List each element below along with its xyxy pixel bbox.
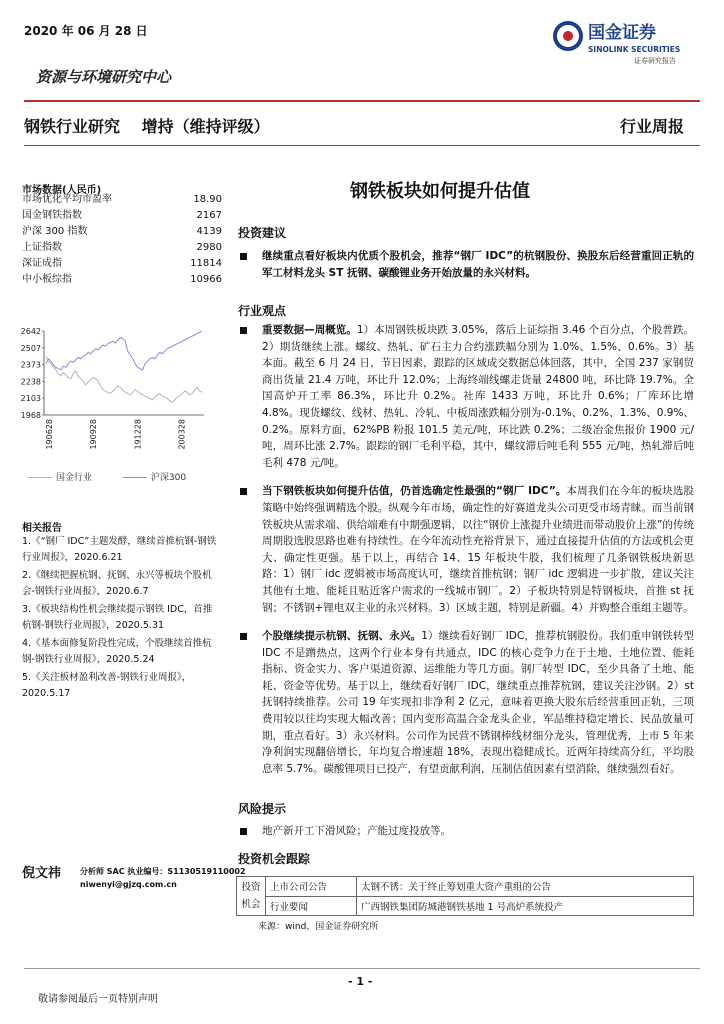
bullet-item xyxy=(238,248,694,281)
market-row: 中小板综指 10966 xyxy=(22,274,222,285)
risk-block xyxy=(238,823,694,840)
weekly-data-text xyxy=(262,322,694,471)
industry-rating: 钢铁行业研究 增持（维持评级） xyxy=(24,117,270,136)
related-reports-list xyxy=(22,534,218,702)
weekly-data-lead: 重要数据—周概览。 xyxy=(262,324,357,336)
x-tick-label: 190928 xyxy=(89,419,99,450)
legend-hs300: 沪深300 xyxy=(150,473,187,483)
risk-text: 地产新开工下滑风险；产能过度投放等。 xyxy=(262,825,451,837)
table-key-cell: 上市公司公告 xyxy=(266,877,357,897)
logo-subtitle: 证券研究报告 xyxy=(634,57,676,65)
section-investment-advice: 投资建议 xyxy=(238,226,287,240)
market-row: 市场优化平均市盈率 18.90 xyxy=(22,194,222,205)
valuation-text xyxy=(262,483,694,616)
bullet-square-icon xyxy=(240,828,247,835)
market-row: 深证成指 11814 xyxy=(22,258,222,269)
table-head-cell: 投资机会 xyxy=(237,877,266,916)
sinolink-logo xyxy=(552,18,702,66)
author-credentials xyxy=(80,865,246,891)
market-row: 上证指数 2980 xyxy=(22,242,222,253)
market-data-title: 市场数据(人民币) xyxy=(22,185,102,196)
y-tick-label: 2103 xyxy=(20,394,41,404)
series-line xyxy=(46,331,202,370)
y-tick-label: 2507 xyxy=(20,343,41,353)
bullet-item xyxy=(238,483,694,616)
index-line-chart xyxy=(16,318,216,478)
bullet-item xyxy=(238,823,694,840)
industry-view-block xyxy=(238,322,694,777)
table-source: 来源：wind、国金证券研究所 xyxy=(258,922,379,932)
table-row xyxy=(237,896,694,916)
y-tick-label: 1968 xyxy=(20,411,41,420)
table-value-cell: 广西钢铁集团防城港钢铁基地 1 号高炉系统投产 xyxy=(357,896,694,916)
research-center: 资源与环境研究中心 xyxy=(36,68,172,86)
bullet-square-icon xyxy=(240,488,247,495)
related-report-item: 1.《“钢厂 IDC”主题发酵，继续首推杭钢-钢铁行业周报》，2020.6.21 xyxy=(22,536,217,563)
footer-divider xyxy=(24,968,700,969)
related-report-item: 3.《板块结构性机会继续提示钢铁 IDC，首推杭钢-钢铁行业周报》，2020.5.31 xyxy=(22,604,213,631)
analyst-cert: 分析师 SAC 执业编号：S1130519110002 xyxy=(80,867,246,876)
table-key-cell: 行业要闻 xyxy=(266,896,357,916)
advice-text: 继续重点看好板块内优质个股机会，推荐“钢厂 IDC”的杭钢股份、换股东后经营重回正轨的军工材料龙头 ST 抚钢、碳酸锂业务开始放量的永兴材料。 xyxy=(262,250,694,279)
y-tick-label: 2642 xyxy=(20,327,41,336)
valuation-body: 本周我们在今年的板块选股策略中始终强调精选个股。纵观今年市场，确定性的好赛道龙头公司更受市场青睐。而当前钢铁板块从需求端、供给端难有中期强逻辑，以往“钢价上涨提升业绩进而带动股价上涨”的传统周期股选股思路也难有持续性。在今年流动性充裕背景下，通过直接提升估值的方法或机会更大、确定性更强。基于以上，再结合 14、15 年板块牛股，我们梳理了几条钢铁板块新思路：1）钢厂 idc 逻辑被市场高度认可，继续首推杭钢；钢厂 idc 逻辑进一步扩散，建议关注其他有土地、能耗且贴近客户需求的一线城市钢厂。2）子板块特别是特钢板块，首推 st 抚钢；不锈钢+锂电双主业的永兴材料。3）区域主题，特别是新疆。4）并购整合重组主题等。 xyxy=(262,485,695,614)
market-row: 沪深 300 指数 4139 xyxy=(22,226,222,237)
section-industry-view: 行业观点 xyxy=(238,304,287,318)
header-divider xyxy=(24,100,700,102)
section-opportunity-tracking: 投资机会跟踪 xyxy=(238,852,311,866)
bullet-square-icon xyxy=(240,253,247,260)
opportunity-table xyxy=(236,876,694,916)
logo-cn-text: 国金证券 xyxy=(588,23,656,43)
sinolink-logo-icon xyxy=(552,18,702,58)
stock-picks-body: 1）继续看好钢厂 IDC，推荐杭钢股份。我们重申钢铁转型 IDC 不是蹭热点，这两个行业本身有共通点，IDC 的核心竞争力在于土地、土地位置、能耗指标、资金实力、客户渠道资源、运维能力等几方面。钢厂转型 IDC，至少具备了土地、能耗、资金等优势。基于以上，继续看好钢厂 IDC，继续重点推荐杭钢，建议关注沙钢。2）st 抚钢持续推荐。公司 19 年实现扣非净利 2 亿元，意味着更换大股东后经营重回正轨，三项费用较以往均实现大幅改善；国内变形高温合金龙头企业，军品维持稳定增长、民品放量可期，重点看好。3）永兴材料。公司作为民营不锈钢棒线材细分龙头，管理优秀，上市 5 年来净利润实现翻倍增长，年均复合增速超 18%，表现出稳健成长。近两年持续高分红，平均股息率 5.7%。碳酸锂项目已投产，有望贡献利润，压制估值因素有望消除，继续强烈看好。 xyxy=(262,630,695,775)
section-risk: 风险提示 xyxy=(238,802,287,816)
investment-advice-block xyxy=(238,248,694,281)
table-value-cell: 太钢不锈：关于终止筹划重大资产重组的公告 xyxy=(357,877,694,897)
logo-en-text: SINOLINK SECURITIES xyxy=(588,45,681,54)
author-name: 倪文祎 xyxy=(22,866,62,881)
table-row xyxy=(237,877,694,897)
market-data-table xyxy=(22,192,222,288)
weekly-data-body: 1）本周钢铁板块跌 3.05%，落后上证综指 3.46 个百分点，个股普跌。2）期货继续上涨。螺纹、热轧、矿石主力合约涨跌幅分别为 1.0%、1.5%、0.6%。3）基本面。截至 6 月 24 日，节日因素，跟踪的区域成交数据总体回落，其中，全国 237 家钢贸商出货量 21.4 万吨，环比升 12.0%；上海终端线螺走货量 24800 吨，环比降 19.7%。全国高炉开工率 86.3%，环比升 0.2%。社库 1433 万吨，环比升 0.6%；厂库环比增 4.8%。现货螺纹、线材、热轧、冷轧、中板周涨跌幅分别为-0.1%、0.2%、1.3%、0.9%、0.2%。原料方面，62%PB 粉报 101.5 美元/吨，环比跌 0.2%；二级冶金焦报价 1900 元/吨，周环比涨 2.7%。跟踪的钢厂毛利平稳，其中，螺纹滞后吨毛利 555 元/吨，热轧滞后吨毛利 478 元/吨。 xyxy=(262,324,694,469)
related-report-item: 5.《关注板材盈利改善-钢铁行业周报》，2020.5.17 xyxy=(22,672,192,699)
report-title: 钢铁板块如何提升估值 xyxy=(350,181,530,202)
bullet-item xyxy=(238,628,694,777)
y-tick-label: 2373 xyxy=(20,360,41,370)
stock-picks-lead: 个股继续提示杭钢、抚钢、永兴。 xyxy=(262,630,422,643)
analyst-email[interactable]: niwenyi@gjzq.com.cn xyxy=(80,880,177,889)
related-report-item: 4.《基本面修复阶段性完成，个股继续首推杭钢-钢铁行业周报》，2020.5.24 xyxy=(22,638,212,665)
legend-swatch-hs300 xyxy=(123,477,147,478)
page-number: - 1 - xyxy=(348,975,373,988)
bullet-square-icon xyxy=(240,327,247,334)
legend-industry: 国金行业 xyxy=(56,473,93,483)
x-tick-label: 190628 xyxy=(45,419,54,450)
related-reports-title: 相关报告 xyxy=(22,523,62,534)
report-type: 行业周报 xyxy=(619,117,684,136)
market-row: 国金钢铁指数 2167 xyxy=(22,210,222,221)
title-divider xyxy=(24,145,700,146)
related-report-item: 2.《继续把握杭钢、抚钢、永兴等板块个股机会-钢铁行业周报》，2020.6.7 xyxy=(22,570,212,597)
footer-disclaimer: 敬请参阅最后一页特别声明 xyxy=(38,994,158,1005)
chart-legend xyxy=(28,470,218,483)
report-date: 2020 年 06 月 28 日 xyxy=(24,24,148,38)
stock-picks-text xyxy=(262,628,694,777)
legend-swatch-industry xyxy=(28,477,52,478)
y-tick-label: 2238 xyxy=(20,377,41,387)
x-tick-label: 191228 xyxy=(133,419,143,450)
x-tick-label: 200328 xyxy=(177,419,187,450)
bullet-item xyxy=(238,322,694,471)
bullet-square-icon xyxy=(240,633,247,640)
valuation-lead: 当下钢铁板块如何提升估值，仍首选确定性最强的“钢厂 IDC”。 xyxy=(262,485,567,498)
